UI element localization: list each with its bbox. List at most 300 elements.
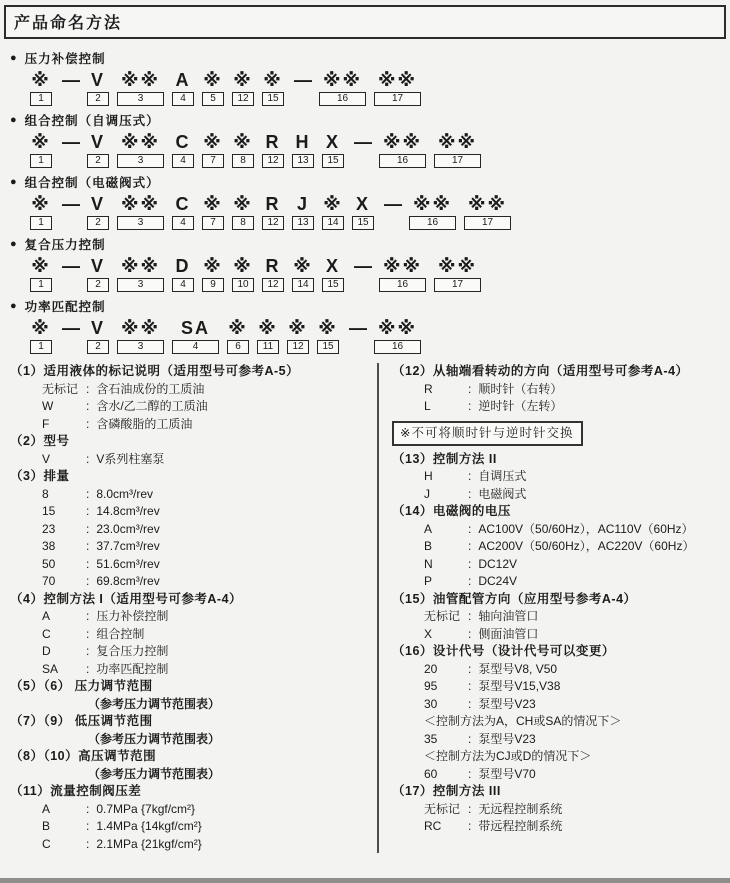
code-symbol: ※※ (438, 256, 477, 276)
item-colon: : (468, 696, 472, 711)
section-label: 压力补偿控制 (24, 52, 106, 66)
definition-block (10, 748, 377, 783)
code-symbol: ※ (203, 70, 223, 90)
item-description: 含水/乙二醇的工质油 (96, 399, 208, 413)
code-symbol: X (325, 256, 340, 276)
code-symbol: H (295, 132, 311, 152)
item-colon: : (86, 381, 90, 396)
code-symbol: — (62, 194, 82, 214)
code-symbol: — (62, 132, 82, 152)
position-number-box: 4 (172, 216, 194, 230)
item-code: 35 (424, 731, 438, 746)
item-code: 20 (424, 661, 438, 676)
definition-item (10, 486, 377, 504)
definition-item (392, 381, 726, 399)
item-code: C (42, 836, 51, 851)
position-number-box: 1 (30, 92, 52, 106)
definition-heading: （13）控制方法 II (392, 451, 497, 466)
position-number-box: 15 (322, 154, 344, 168)
item-code: B (424, 539, 433, 553)
code-symbol: ※ (203, 194, 223, 214)
section-label: 功率匹配控制 (24, 300, 106, 314)
position-number-box: 3 (117, 216, 164, 230)
item-colon: : (468, 469, 472, 483)
definition-block (392, 591, 726, 644)
item-description: 逆时针（左转） (478, 399, 563, 413)
code-token (257, 318, 279, 354)
code-symbol: ※※ (121, 256, 160, 276)
item-colon: : (468, 661, 472, 676)
definition-item (10, 836, 377, 854)
item-colon: : (86, 451, 90, 466)
definition-item (10, 538, 377, 556)
code-token (317, 318, 339, 354)
code-symbol: — (354, 132, 374, 152)
definition-heading: （11）流量控制阀压差 (10, 784, 142, 798)
code-token (262, 256, 284, 292)
position-number-box: 6 (227, 340, 249, 354)
item-code: P (424, 574, 433, 588)
definition-item (10, 608, 377, 626)
code-token (202, 256, 224, 292)
item-code: C (42, 626, 51, 641)
item-code: 8 (42, 486, 49, 501)
definition-item (392, 573, 726, 591)
definition-note: （参考压力调节范围表） (88, 731, 221, 746)
item-description: 带远程控制系统 (478, 819, 563, 833)
code-token (117, 132, 164, 168)
code-token (374, 70, 421, 106)
code-token (202, 70, 224, 106)
position-number-box: 2 (87, 340, 109, 354)
code-token (172, 256, 194, 292)
scan-edge-strip (0, 878, 730, 883)
position-number-box: 2 (87, 92, 109, 106)
item-colon: : (86, 609, 90, 623)
position-number-box: 12 (287, 340, 309, 354)
code-symbol: C (175, 194, 191, 214)
section-head (10, 297, 730, 315)
code-symbol: ※ (323, 194, 343, 214)
position-number-box: 15 (262, 92, 284, 106)
item-colon: : (86, 819, 90, 833)
code-symbol: ※※ (121, 318, 160, 338)
definition-block (392, 451, 726, 504)
definition-item (392, 556, 726, 574)
item-colon: : (468, 381, 472, 396)
position-number-box: 16 (379, 154, 426, 168)
code-symbol: ※ (318, 318, 338, 338)
code-symbol: ※ (288, 318, 308, 338)
dash-token (62, 256, 82, 277)
code-token (87, 318, 109, 354)
item-colon: : (86, 539, 90, 553)
position-number-box: 4 (172, 340, 219, 354)
definition-heading: （5）（6） 压力调节范围 (10, 679, 153, 693)
position-number-box: 9 (202, 278, 224, 292)
item-colon: : (86, 521, 90, 536)
item-description: 0.7MPa {7kgf/cm²} (96, 801, 196, 816)
code-symbol: ※※ (413, 194, 452, 214)
item-description: 轴向油管口 (478, 609, 539, 623)
item-colon: : (86, 836, 90, 851)
position-number-box: 8 (232, 216, 254, 230)
item-colon: : (468, 399, 472, 413)
code-token (322, 194, 344, 230)
model-code-sections (0, 39, 730, 354)
position-number-box: 16 (409, 216, 456, 230)
dash-token (62, 194, 82, 215)
dash-token (62, 132, 82, 153)
code-symbol: ※ (31, 318, 51, 338)
code-symbol: V (90, 194, 105, 214)
definitions-area (0, 363, 730, 853)
code-token (322, 256, 344, 292)
section-head (10, 173, 730, 191)
position-number-box: 17 (434, 278, 481, 292)
code-token (117, 318, 164, 354)
position-number-box: 16 (379, 278, 426, 292)
code-symbol: ※ (263, 70, 283, 90)
item-code: 70 (42, 574, 56, 588)
definition-item (10, 626, 377, 644)
position-number-box: 12 (262, 216, 284, 230)
definition-item (392, 696, 726, 714)
item-description: 组合控制 (96, 626, 145, 641)
definition-item (392, 608, 726, 626)
position-number-box: 2 (87, 216, 109, 230)
item-code: N (424, 556, 433, 571)
bullet-icon: ● (10, 113, 18, 126)
definition-heading: （7）（9） 低压调节范围 (10, 714, 153, 728)
item-description: 压力补偿控制 (96, 609, 169, 623)
item-colon: : (86, 504, 90, 518)
code-symbol: ※ (233, 256, 253, 276)
code-symbol: ※ (31, 70, 51, 90)
definition-item (392, 766, 726, 784)
item-description: 泵型号V8, V50 (478, 661, 558, 676)
definition-item (392, 801, 726, 819)
code-pattern-row (30, 70, 730, 106)
definition-heading: （4）控制方法 I（适用型号可参考A-4） (10, 591, 243, 606)
item-description: 侧面油管口 (478, 626, 539, 641)
position-number-box: 11 (257, 340, 279, 354)
item-description: V系列柱塞泵 (96, 451, 165, 466)
definition-heading: （3）排量 (10, 469, 70, 483)
code-token (287, 318, 309, 354)
definition-condition-line: ＜控制方法为A，CH或SA的情况下＞ (424, 714, 622, 728)
dash-token (349, 318, 369, 339)
position-number-box: 1 (30, 216, 52, 230)
position-number-box: 1 (30, 154, 52, 168)
code-token (464, 194, 511, 230)
code-symbol: C (175, 132, 191, 152)
item-colon: : (468, 766, 472, 781)
code-token (87, 194, 109, 230)
code-token (379, 256, 426, 292)
definition-block (10, 433, 377, 468)
position-number-box: 3 (117, 154, 164, 168)
position-number-box: 17 (434, 154, 481, 168)
definition-item (392, 678, 726, 696)
code-token (232, 132, 254, 168)
definition-heading: （16）设计代号（设计代号可以变更） (392, 644, 615, 658)
position-number-box: 14 (322, 216, 344, 230)
item-colon: : (86, 801, 90, 816)
item-colon: : (468, 539, 472, 553)
item-description: 14.8cm³/rev (96, 504, 160, 518)
item-code: 60 (424, 766, 438, 781)
position-number-box: 14 (292, 278, 314, 292)
code-token (87, 256, 109, 292)
definition-heading: （17）控制方法 III (392, 784, 501, 798)
code-token (352, 194, 374, 230)
code-symbol: ※ (258, 318, 278, 338)
item-description: 37.7cm³/rev (96, 539, 160, 553)
code-symbol: SA (180, 318, 210, 338)
section-head (10, 235, 730, 253)
definition-item (10, 661, 377, 679)
item-colon: : (86, 626, 90, 641)
code-symbol: X (355, 194, 370, 214)
definition-heading: （8）（10）高压调节范围 (10, 749, 157, 763)
code-symbol: ※ (293, 256, 313, 276)
code-symbol: ※※ (383, 132, 422, 152)
pattern-section (10, 111, 730, 168)
item-code: D (42, 644, 51, 658)
item-code: 15 (42, 504, 56, 518)
position-number-box: 16 (319, 92, 366, 106)
item-colon: : (86, 556, 90, 571)
definitions-column-right (377, 363, 730, 853)
item-colon: : (86, 416, 90, 431)
definition-block (392, 363, 726, 451)
code-symbol: ※ (31, 194, 51, 214)
item-description: 含磷酸脂的工质油 (96, 416, 193, 431)
item-code: RC (424, 819, 442, 833)
pattern-section (10, 297, 730, 354)
position-number-box: 4 (172, 154, 194, 168)
item-description: DC12V (478, 556, 518, 571)
code-token (262, 194, 284, 230)
item-description: 泵型号V70 (478, 766, 536, 781)
item-code: 无标记 (424, 609, 461, 623)
code-pattern-row (30, 318, 730, 354)
code-symbol: — (354, 256, 374, 276)
code-symbol: ※ (233, 70, 253, 90)
code-token (262, 70, 284, 106)
section-head (10, 111, 730, 129)
code-token (172, 70, 194, 106)
position-number-box: 15 (322, 278, 344, 292)
code-token (117, 194, 164, 230)
dash-token (354, 256, 374, 277)
code-symbol: ※ (203, 256, 223, 276)
bullet-icon: ● (10, 237, 18, 250)
position-number-box: 7 (202, 154, 224, 168)
position-number-box: 3 (117, 92, 164, 106)
code-symbol: ※ (233, 132, 253, 152)
position-number-box: 2 (87, 278, 109, 292)
definition-item (10, 503, 377, 521)
definition-item (10, 381, 377, 399)
item-code: 无标记 (424, 801, 461, 816)
position-number-box: 1 (30, 340, 52, 354)
definition-item (392, 538, 726, 556)
item-code: V (42, 451, 51, 466)
position-number-box: 15 (317, 340, 339, 354)
code-symbol: ※※ (121, 70, 160, 90)
code-symbol: ※※ (121, 194, 160, 214)
section-label: 复合压力控制 (24, 238, 106, 252)
item-description: 69.8cm³/rev (96, 574, 160, 588)
item-description: 复合压力控制 (96, 644, 169, 658)
item-code: A (42, 609, 51, 623)
definition-block (10, 591, 377, 679)
code-token (319, 70, 366, 106)
definition-condition-line: ＜控制方法为CJ或D的情况下＞ (424, 749, 592, 763)
definition-block (392, 643, 726, 783)
item-colon: : (468, 521, 472, 536)
definition-item (10, 801, 377, 819)
position-number-box: 10 (232, 278, 254, 292)
pattern-section (10, 173, 730, 230)
code-symbol: ※※ (121, 132, 160, 152)
definition-item (10, 416, 377, 434)
item-code: L (424, 399, 431, 413)
definition-note: （参考压力调节范围表） (88, 766, 221, 781)
definition-block (392, 503, 726, 591)
code-token (30, 70, 52, 106)
item-colon: : (468, 609, 472, 623)
code-symbol: ※※ (378, 318, 417, 338)
code-token (227, 318, 249, 354)
bullet-icon: ● (10, 175, 18, 188)
definition-heading: （15）油管配管方向（应用型号参考A-4） (392, 591, 637, 606)
code-symbol: ※※ (438, 132, 477, 152)
item-code: 95 (424, 679, 438, 693)
code-symbol: — (349, 318, 369, 338)
definition-item (392, 468, 726, 486)
code-token (172, 318, 219, 354)
code-token (30, 256, 52, 292)
code-pattern-row (30, 256, 730, 292)
dash-token (294, 70, 314, 91)
code-symbol: R (265, 256, 281, 276)
code-token (202, 194, 224, 230)
position-number-box: 4 (172, 92, 194, 106)
code-pattern-row (30, 194, 730, 230)
position-number-box: 12 (262, 278, 284, 292)
code-symbol: D (175, 256, 191, 276)
code-token (374, 318, 421, 354)
code-token (292, 194, 314, 230)
item-description: 2.1MPa {21kgf/cm²} (96, 836, 202, 851)
item-code: J (424, 486, 430, 501)
code-symbol: — (384, 194, 404, 214)
code-symbol: J (296, 194, 309, 214)
code-symbol: V (90, 318, 105, 338)
item-description: 泵型号V23 (478, 731, 536, 746)
item-colon: : (468, 819, 472, 833)
item-code: W (42, 399, 54, 413)
position-number-box: 5 (202, 92, 224, 106)
item-code: R (424, 381, 433, 396)
code-token (232, 194, 254, 230)
code-token (87, 132, 109, 168)
code-symbol: R (265, 194, 281, 214)
code-symbol: V (90, 256, 105, 276)
definition-item (10, 451, 377, 469)
definition-heading: （2）型号 (10, 434, 70, 448)
definition-heading: （14）电磁阀的电压 (392, 504, 511, 518)
position-number-box: 4 (172, 278, 194, 292)
item-colon: : (468, 679, 472, 693)
definition-item (392, 731, 726, 749)
definition-block (10, 468, 377, 591)
item-code: 38 (42, 539, 56, 553)
item-description: 功率匹配控制 (96, 661, 169, 676)
position-number-box: 13 (292, 154, 314, 168)
code-symbol: V (90, 132, 105, 152)
item-colon: : (86, 644, 90, 658)
item-description: AC100V（50/60Hz），AC110V（60Hz） (478, 521, 694, 536)
item-description: 泵型号V15,V38 (478, 679, 561, 693)
code-symbol: — (294, 70, 314, 90)
definitions-column-left (0, 363, 377, 853)
definition-item (392, 818, 726, 836)
definition-note: （参考压力调节范围表） (88, 696, 221, 711)
dash-token (62, 70, 82, 91)
code-symbol: ※※ (323, 70, 362, 90)
section-head (10, 49, 730, 67)
item-description: 泵型号V23 (478, 696, 536, 711)
code-token (434, 132, 481, 168)
code-token (87, 70, 109, 106)
position-number-box: 2 (87, 154, 109, 168)
code-token (292, 256, 314, 292)
pattern-section (10, 235, 730, 292)
item-code: X (424, 626, 433, 641)
code-symbol: ※ (203, 132, 223, 152)
item-description: 8.0cm³/rev (96, 486, 154, 501)
dash-token (354, 132, 374, 153)
code-token (30, 318, 52, 354)
position-number-box: 12 (232, 92, 254, 106)
dash-token (62, 318, 82, 339)
position-number-box: 3 (117, 340, 164, 354)
code-token (434, 256, 481, 292)
pattern-section (10, 49, 730, 106)
item-description: DC24V (478, 574, 518, 588)
position-number-box: 8 (232, 154, 254, 168)
position-number-box: 3 (117, 278, 164, 292)
code-token (262, 132, 284, 168)
item-colon: : (468, 486, 472, 501)
code-symbol: — (62, 70, 82, 90)
code-token (409, 194, 456, 230)
code-symbol: ※※ (383, 256, 422, 276)
item-code: A (42, 801, 51, 816)
definition-item (10, 643, 377, 661)
code-token (30, 194, 52, 230)
section-label: 组合控制（电磁阀式） (24, 176, 160, 190)
code-token (379, 132, 426, 168)
item-description: 自调压式 (478, 469, 527, 483)
position-number-box: 12 (262, 154, 284, 168)
code-token (117, 70, 164, 106)
position-number-box: 17 (374, 92, 421, 106)
